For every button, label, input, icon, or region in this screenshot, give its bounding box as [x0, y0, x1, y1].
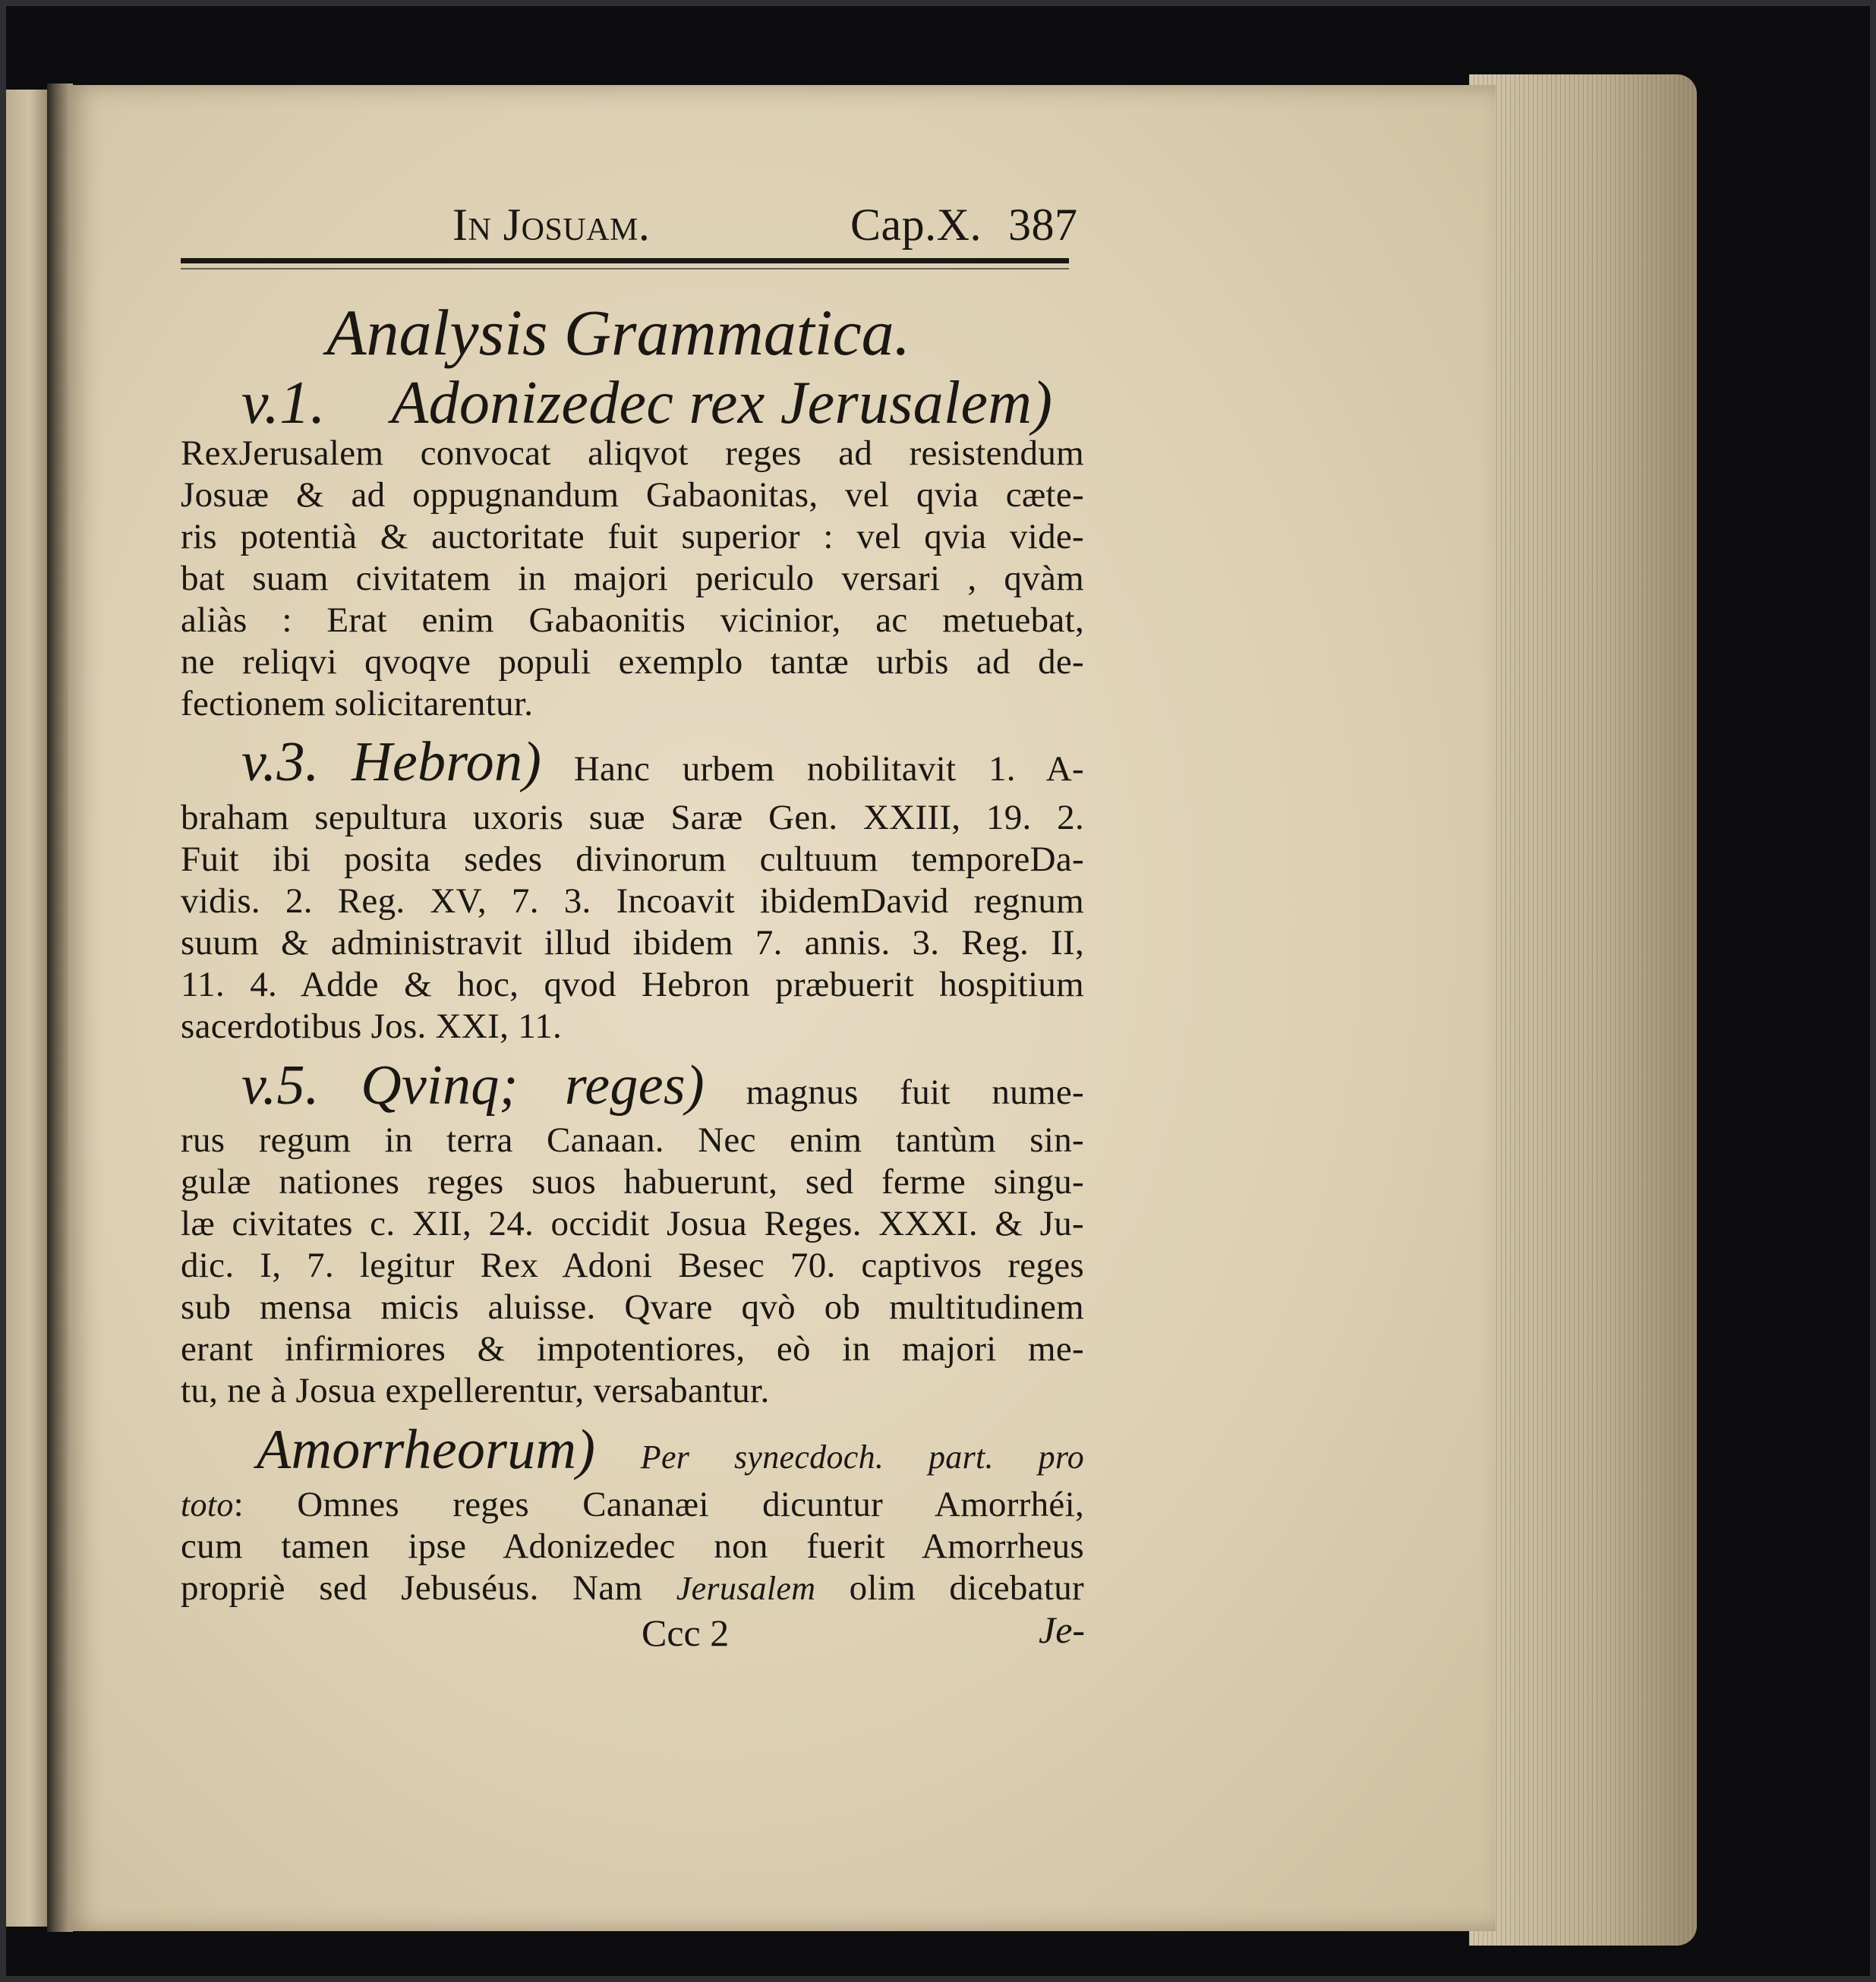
- verse1-heading: [241, 369, 1084, 438]
- verse1-line: ris potentià & auctoritate fuit superior : vel qvia vide-: [181, 517, 1084, 556]
- verse5-line: gulæ nationes reges suos habuerunt, sed ferme singu-: [181, 1162, 1084, 1202]
- verse1-line: fectionem solicitarentur.: [181, 684, 534, 723]
- amorrheorum-italic: toto: [181, 1486, 234, 1524]
- amorrheorum-line: cum tamen ipse Adonizedec non fuerit Amorrheus: [181, 1527, 1084, 1566]
- figure-note: Per synecdoch. part. pro: [640, 1438, 1084, 1476]
- amorrheorum-line: [181, 1484, 1084, 1525]
- verse3-line: vidis. 2. Reg. XV, 7. 3. Incoavit ibidemDavid regnum: [181, 881, 1084, 921]
- verse5-line: tu, ne à Josua expellerentur, versabantur.: [181, 1371, 770, 1410]
- amorrheorum-heading: [257, 1418, 1084, 1483]
- verse1-line: Josuæ & ad oppugnandum Gabaonitas, vel qvia cæte-: [181, 475, 1084, 515]
- section-title: Analysis Grammatica.: [326, 296, 911, 369]
- amorrheorum-italic: Jerusalem: [676, 1570, 816, 1607]
- catchword: Je-: [1039, 1609, 1086, 1651]
- verse3-heading: [241, 730, 1084, 795]
- verse1-lemma: Adonizedec rex Jerusalem): [391, 370, 1053, 436]
- verse3-ref: v.3.: [241, 731, 320, 793]
- verse3-line: braham sepultura uxoris suæ Saræ Gen. XXIII, 19. 2.: [181, 798, 1084, 837]
- verse5-ref: v.5.: [241, 1054, 320, 1117]
- verse5-line: erant infirmiores & impotentiores, eò in majori me-: [181, 1329, 1084, 1369]
- verse3-line: Fuit ibi posita sedes divinorum cultuum temporeDa-: [181, 840, 1084, 879]
- verse3-line: suum & administravit illud ibidem 7. annis. 3. Reg. II,: [181, 923, 1084, 963]
- verse3-first-line: Hanc urbem nobilitavit 1. A-: [573, 749, 1084, 789]
- verse5-line: dic. I, 7. legitur Rex Adoni Besec 70. captivos reges: [181, 1246, 1084, 1285]
- chapter-label: Cap.X.: [850, 200, 982, 250]
- verse5-line: sub mensa micis aluisse. Qvare qvò ob multitudinem: [181, 1287, 1084, 1327]
- verse3-lemma: Hebron): [352, 731, 542, 793]
- verse1-line: RexJerusalem convocat aliqvot reges ad resistendum: [181, 433, 1084, 473]
- header-rule-thin: [181, 268, 1069, 269]
- verse1-line: bat suam civitatem in majori periculo versari , qvàm: [181, 559, 1084, 598]
- verse5-heading: [241, 1054, 1084, 1118]
- verse3-line: 11. 4. Adde & hoc, qvod Hebron præbuerit hospitium: [181, 965, 1084, 1004]
- amorrheorum-line: [181, 1568, 1084, 1609]
- amorrheorum-line-text: olim dicebatur: [849, 1568, 1084, 1608]
- signature-mark: Ccc 2: [642, 1612, 730, 1654]
- verse5-line: rus regum in terra Canaan. Nec enim tantùm sin-: [181, 1120, 1084, 1160]
- amorrheorum-line-text: : Omnes reges Cananæi dicuntur Amorrhéi,: [233, 1485, 1084, 1524]
- verse5-lemma: Qvinq; reges): [361, 1054, 705, 1117]
- page-fore-edge: [1469, 74, 1697, 1946]
- verse3-line: sacerdotibus Jos. XXI, 11.: [181, 1007, 563, 1046]
- verse1-ref: v.1.: [241, 370, 326, 436]
- page-number: 387: [1008, 200, 1078, 250]
- verse5-first-line: magnus fuit nume-: [746, 1073, 1084, 1112]
- verse1-line: aliàs : Erat enim Gabaonitis vicinior, ac metuebat,: [181, 600, 1084, 640]
- running-title: In Josuam.: [452, 200, 651, 250]
- left-page-edge: [0, 90, 53, 1927]
- amorrheorum-lemma: Amorrheorum): [257, 1419, 596, 1481]
- header-rule: [181, 258, 1069, 263]
- amorrheorum-line-text: propriè sed Jebuséus. Nam: [181, 1568, 643, 1608]
- verse1-line: ne reliqvi qvoqve populi exemplo tantæ urbis ad de-: [181, 642, 1084, 682]
- verse5-line: læ civitates c. XII, 24. occidit Josua Reges. XXXI. & Ju-: [181, 1204, 1084, 1243]
